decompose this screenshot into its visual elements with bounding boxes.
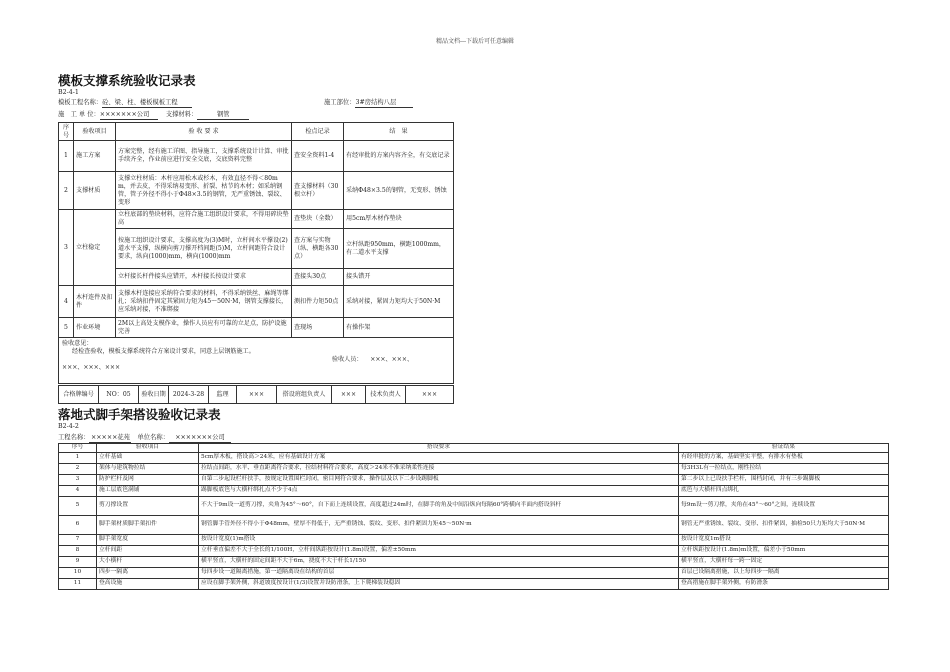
row-result: 采纳对接，紧固力矩均大于50N·M — [344, 286, 454, 318]
table-row — [59, 535, 889, 546]
row-result: 登高措施在脚手架外侧，有防滑条 — [679, 579, 889, 590]
row-check: 查现场 — [292, 318, 344, 338]
row-check: 查垫块（全数） — [292, 210, 344, 229]
row-no: 3 — [59, 475, 97, 486]
row-item: 作业环境 — [74, 318, 116, 338]
table-row — [59, 453, 889, 464]
table-row — [59, 568, 889, 579]
row-requirement: 支撑木杆连接应采纳符合要求的材料，不得采纳铁丝、麻绳等绑扎；采纳扣件固定其紧固力矩为45～50N·M，钢管支撑接长，应采纳对接，不准绑接 — [116, 286, 292, 318]
header-check: 检点记录 — [292, 123, 344, 141]
form1-unit-value: ×××××××公司 — [100, 111, 158, 120]
row-item: 剪刀撑设置 — [97, 497, 199, 516]
row-no: 7 — [59, 535, 97, 546]
page-header: 精品文档---下载后可任意编辑 — [435, 38, 515, 45]
form2-code: B2-4-2 — [58, 423, 79, 430]
header-item: 验收项目 — [97, 444, 199, 453]
row-no: 3 — [59, 210, 74, 286]
row-result: 第二步以上已设扶手栏杆，围档封闭，并有三步踢脚板 — [679, 475, 889, 486]
row-no: 1 — [59, 141, 74, 172]
row-item: 防护栏杆及网 — [97, 475, 199, 486]
row-no: 9 — [59, 557, 97, 568]
row-requirement: 2M以上高处支模作业，操作人员应有可靠的立足点，防护设施完善 — [116, 318, 292, 338]
row-no: 11 — [59, 579, 97, 590]
row-no: 8 — [59, 546, 97, 557]
acceptance-people-label: 验收人员： — [332, 356, 363, 363]
row-check: 查支撑材料（30根立杆） — [292, 172, 344, 210]
table-row — [59, 516, 889, 535]
row-no: 1 — [59, 453, 97, 464]
header-item: 验收项目 — [74, 123, 116, 141]
header-requirement: 验 收 要 求 — [116, 123, 292, 141]
acceptance-title: 验收意见： — [62, 340, 93, 347]
form2-table — [58, 443, 889, 590]
header-result: 验证结果 — [679, 444, 889, 453]
row-item: 木杆连件及扣件 — [74, 286, 116, 318]
supervisor-value: ××× — [237, 386, 277, 404]
table-row — [59, 486, 889, 497]
row-requirement: 方案完整，经有施工详图、指导施工，支撑系统设计计算、审批手续齐全，作业前应进行安全交底，交底资料完整 — [116, 141, 292, 172]
row-requirement: 按施工组织设计要求，支撑高度为(3)M时，立杆间水平撑设(2)道水平支撑，纵横向剪刀撑开档间距(5)M，立杆间距符合设计要求，纵向(1000)mm，横向(1000)mm — [116, 229, 292, 269]
form1-project-value: 砼、梁、柱、楼板模板工程 — [102, 99, 192, 108]
table-row — [59, 210, 454, 229]
row-result: 每3H3L有一拉结点，刚性拉结 — [679, 464, 889, 475]
form2-project-label: 工程名称： — [58, 434, 90, 441]
form1-project-label: 模板工程名称： — [58, 99, 103, 106]
form1-material-value: 钢管 — [197, 111, 249, 120]
acceptance-more: ×××、×××、××× — [62, 364, 121, 371]
form1-project-line — [58, 99, 192, 108]
row-no: 4 — [59, 286, 74, 318]
form1-unit-line — [58, 111, 249, 120]
row-requirement: 支撑立柱材质：木杆应用松木或杉木，有效直径不得＜80mm，并去皮，不得采纳易变形、折裂、枯节的木材；如采纳钢管，管子外径不得小于Φ48×3.5的钢管，无严重锈蚀、裂纹、变形 — [116, 172, 292, 210]
row-result: 每9m设一剪刀撑，夹角在45°～60°之间，连续设置 — [679, 497, 889, 516]
row-result: 钢管无严重锈蚀、裂纹、变形、扣件紧固，抽检50只力矩均大于50N·M — [679, 516, 889, 535]
row-result: 首层已设隔离措施，以上每四步一隔离 — [679, 568, 889, 579]
form2-project-line — [58, 434, 231, 443]
header-no: 序号 — [59, 444, 97, 453]
header-result: 结 果 — [344, 123, 454, 141]
row-no: 4 — [59, 486, 97, 497]
form2-unit-label: 单位名称： — [137, 434, 169, 441]
form2-title: 落地式脚手架搭设验收记录表 — [58, 407, 221, 422]
row-item: 脚手架宽度 — [97, 535, 199, 546]
header-requirement: 搭设要求 — [199, 444, 679, 453]
cert-value: NO：05 — [99, 386, 139, 404]
row-requirement: 立柱底部的垫块材料，应符合施工组织设计要求，不得用碎块垫高 — [116, 210, 292, 229]
row-no: 2 — [59, 172, 74, 210]
table-row — [59, 497, 889, 516]
acceptance-people — [62, 356, 450, 364]
row-requirement: 立杆接长杆件接头应错开，木杆接长按设计要求 — [116, 269, 292, 286]
table-row — [59, 318, 454, 338]
row-requirement: 按设计宽度(1)m搭设 — [199, 535, 679, 546]
row-check: 查安全资料1-4 — [292, 141, 344, 172]
row-no: 2 — [59, 464, 97, 475]
footer-row — [59, 386, 454, 404]
form1-header-row — [59, 123, 454, 141]
table-row — [59, 475, 889, 486]
row-result: 底笆与大横杆四点绑扎 — [679, 486, 889, 497]
row-requirement: 立杆垂直偏差不大于全长的1/100H，立杆间纵距按设计(1.8m)设置，偏差±50mm — [199, 546, 679, 557]
table-row — [59, 286, 454, 318]
cert-label: 合格牌编号 — [59, 386, 99, 404]
team-label: 搭设班组负责人 — [277, 386, 332, 404]
row-item: 立柱稳定 — [74, 210, 116, 286]
header-no: 序号 — [59, 123, 74, 141]
row-item: 架体与建筑物拉结 — [97, 464, 199, 475]
row-item: 脚手架材质脚手架扣件 — [97, 516, 199, 535]
row-item: 大小横杆 — [97, 557, 199, 568]
row-requirement: 踢脚板底笆与大横杆绑扎点不少于4点 — [199, 486, 679, 497]
row-check: 测扣件力矩50点 — [292, 286, 344, 318]
form2-project-value: ×××××花苑 — [90, 434, 130, 441]
table-row — [59, 141, 454, 172]
tech-label: 技术负责人 — [366, 386, 406, 404]
acceptance-row — [59, 338, 454, 384]
form1-footer-table — [58, 385, 454, 404]
table-row — [59, 557, 889, 568]
supervisor-label: 监理 — [209, 386, 237, 404]
date-label: 验收日期 — [139, 386, 169, 404]
row-result: 有经审批的方案内容齐全，有交底记录 — [344, 141, 454, 172]
table-row — [59, 269, 454, 286]
row-item: 立杆基础 — [97, 453, 199, 464]
row-item: 支撑材质 — [74, 172, 116, 210]
acceptance-text: 经检查验收，模板支撑系统符合方案设计要求，同意上层钢筋施工。 — [72, 348, 255, 355]
form1-table — [58, 122, 454, 384]
table-row — [59, 229, 454, 269]
form1-unit-label: 施 工 单 位： — [58, 111, 100, 118]
row-requirement: 拉结点间距，水平、垂直距离符合要求，拉结材料符合要求，高度＞24米不准采纳柔性连接 — [199, 464, 679, 475]
row-requirement: 钢管脚手管外径不得小于Φ48mm，壁厚不得低于，无严重锈蚀、裂纹、变形、扣件紧固力矩45～50N·m — [199, 516, 679, 535]
row-no: 5 — [59, 497, 97, 516]
row-requirement: 5cm厚木板，搭设高＞24米，应有基础设计方案 — [199, 453, 679, 464]
table-row — [59, 546, 889, 557]
acceptance-cell — [59, 338, 454, 384]
row-item: 施工层底笆满铺 — [97, 486, 199, 497]
row-check: 查方案与实物（纵、横距各30点） — [292, 229, 344, 269]
row-result: 横平竖直，大横杆每一跨一固定 — [679, 557, 889, 568]
row-no: 10 — [59, 568, 97, 579]
row-result: 采纳Φ48×3.5的钢管，无变形、锈蚀 — [344, 172, 454, 210]
table-row — [59, 172, 454, 210]
row-requirement: 不大于9m设一道剪刀撑，夹角为45°～60°，自下而上连续设置，高度超过24m时，在脚手的角及中间沿纵向每隔60°跨横向半面内搭设斜杆 — [199, 497, 679, 516]
row-no: 6 — [59, 516, 97, 535]
form1-material-label: 支撑材料： — [165, 111, 198, 118]
form2-unit-value: ×××××××公司 — [169, 434, 231, 443]
row-result: 立杆纵距950mm，横距1000mm，有二道水平支撑 — [344, 229, 454, 269]
row-requirement: 应设在脚手架外侧，斜道坡度按设计(1/3)设置并设防滑条，上下爬梯装设稳固 — [199, 579, 679, 590]
row-item: 四步一隔离 — [97, 568, 199, 579]
team-value: ××× — [332, 386, 366, 404]
row-item: 施工方案 — [74, 141, 116, 172]
form1-part-value: 3#房结构八层 — [355, 99, 413, 108]
row-item: 立杆间距 — [97, 546, 199, 557]
row-result: 有操作架 — [344, 318, 454, 338]
row-requirement: 自第二步起设栏杆扶手，按规定设置围栏封闭，密目网符合要求，操作层及以下二步设踢脚板 — [199, 475, 679, 486]
form1-part-label: 施工部位： — [324, 99, 356, 106]
row-check: 查接头30点 — [292, 269, 344, 286]
row-requirement: 每四步设一道隔离措施，第一道隔离设在结构的首层 — [199, 568, 679, 579]
date-value: 2024-3-28 — [169, 386, 209, 404]
row-requirement: 横平竖直，大横杆的固定间距不大于6m，挠度不大于杆长1/150 — [199, 557, 679, 568]
row-result: 立杆纵距按设计(1.8m)m设置，偏差小于50mm — [679, 546, 889, 557]
tech-value: ××× — [406, 386, 454, 404]
row-result: 按设计宽度1m搭设 — [679, 535, 889, 546]
row-result: 用5cm厚木材作垫块 — [344, 210, 454, 229]
form1-part-line — [324, 99, 413, 108]
form1-title: 模板支撑系统验收记录表 — [58, 73, 196, 88]
row-result: 接头错开 — [344, 269, 454, 286]
form1-code: B2-4-1 — [58, 89, 79, 96]
row-no: 5 — [59, 318, 74, 338]
table-row — [59, 579, 889, 590]
form2-header-row — [59, 444, 889, 453]
row-result: 有经审批的方案，基础坚实平整，有排水有垫板 — [679, 453, 889, 464]
row-item: 登高设施 — [97, 579, 199, 590]
table-row — [59, 464, 889, 475]
acceptance-people-value: ×××、×××、 — [370, 356, 414, 363]
